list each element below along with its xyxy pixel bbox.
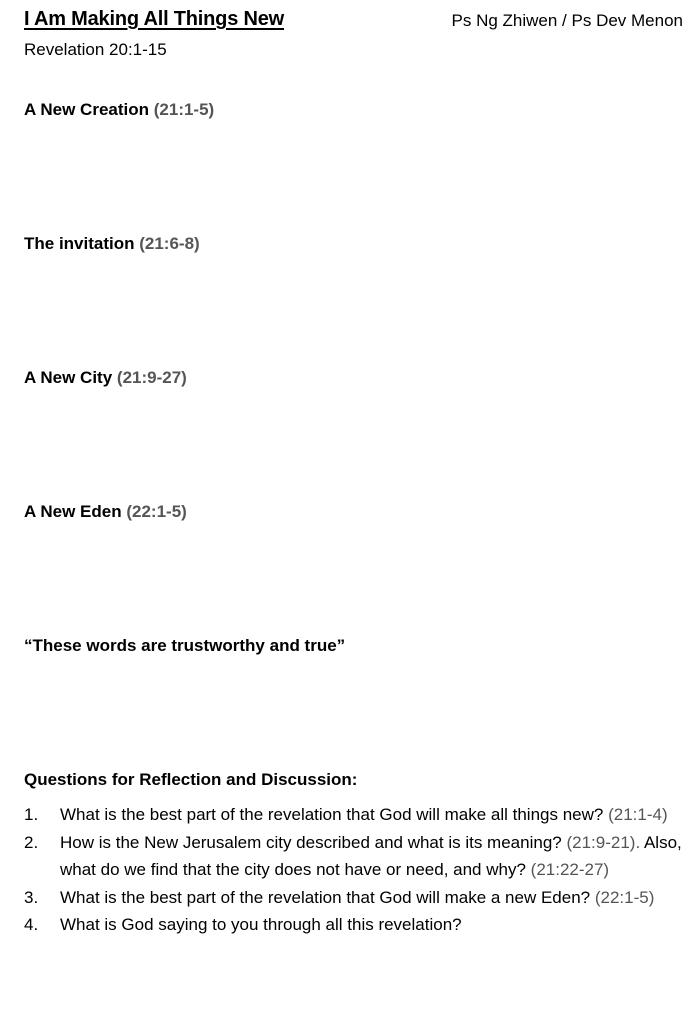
question-reference: (21:9-21). <box>566 832 641 852</box>
question-item <box>24 829 686 884</box>
section-label: A New Creation <box>24 100 150 119</box>
section-heading-new-creation <box>24 100 214 120</box>
section-reference: (21:1-5) <box>153 100 215 119</box>
question-reference: (22:1-5) <box>594 887 655 907</box>
question-text: What is God saying to you through all this revelation? <box>60 915 462 934</box>
section-label: A New Eden <box>24 502 122 521</box>
question-number: 2. <box>24 832 39 852</box>
questions-list <box>24 801 686 939</box>
question-reference: (21:1-4) <box>608 805 668 824</box>
section-reference: (21:6-8) <box>139 234 200 253</box>
section-label: The invitation <box>24 234 135 253</box>
question-number: 4. <box>24 915 39 934</box>
questions-title: Questions for Reflection and Discussion: <box>24 770 358 789</box>
page-title: I Am Making All Things New <box>24 8 285 30</box>
question-number: 1. <box>24 805 39 824</box>
section-label: “These words are trustworthy and true” <box>24 636 346 655</box>
question-number: 3. <box>24 887 39 907</box>
section-label: A New City <box>24 368 113 387</box>
question-reference-continued: (21:22-27) <box>530 860 610 879</box>
section-heading-invitation <box>24 234 200 254</box>
section-reference: (21:9-27) <box>116 368 187 387</box>
question-text-continued: Also, what do we find that the city does not have or need, and why? <box>60 832 682 879</box>
section-heading-new-eden <box>24 502 187 522</box>
section-heading-new-city <box>24 368 187 388</box>
question-text: What is the best part of the revelation that God will make all things new? <box>60 805 604 824</box>
question-item <box>24 884 686 912</box>
question-text: What is the best part of the revelation that God will make a new Eden? <box>60 887 591 907</box>
question-item <box>24 911 686 939</box>
question-item <box>24 801 686 829</box>
section-reference: (22:1-5) <box>126 502 187 521</box>
passage-reference: Revelation 20:1-15 <box>24 40 167 59</box>
speakers-label: Ps Ng Zhiwen / Ps Dev Menon <box>451 11 683 30</box>
question-text: How is the New Jerusalem city described and what is its meaning? <box>60 832 562 852</box>
section-heading-trustworthy-words <box>24 636 345 656</box>
